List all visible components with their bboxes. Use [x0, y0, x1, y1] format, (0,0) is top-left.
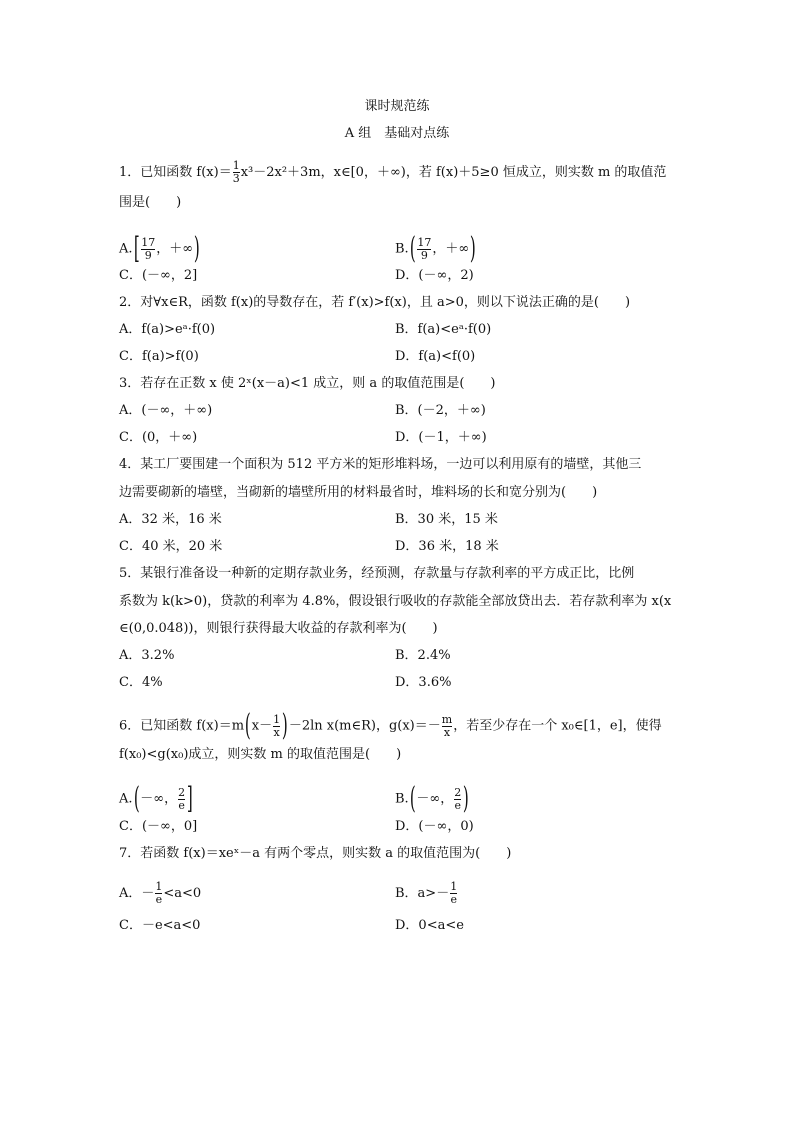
q7-b-den: e [450, 893, 457, 906]
right-paren-icon: ) [463, 781, 470, 816]
question-7-stem: 7．若函数 f(x)＝xeˣ－a 有两个零点，则实数 a 的取值范围为( ) [119, 846, 512, 861]
q4-option-c[interactable]: C．40 米，20 米 [119, 539, 223, 554]
q6-option-b[interactable] [395, 781, 470, 816]
q7-option-c[interactable]: C．－e<a<0 [119, 918, 201, 933]
q2-option-c[interactable]: C．f(a)>f(0) [119, 349, 199, 364]
q6-b-label: B. [395, 791, 409, 807]
q6-b-fraction [454, 787, 461, 812]
q4-option-b[interactable]: B．30 米，15 米 [395, 512, 498, 527]
q1-stem-post: x³－2x²＋3m，x∈[0，＋∞)，若 f(x)＋5≥0 恒成立，则实数 m 的取值范 [240, 165, 667, 180]
question-6-stem-cont: f(x₀)<g(x₀)成立，则实数 m 的取值范围是( ) [119, 747, 402, 762]
q2-option-d[interactable]: D．f(a)<f(0) [395, 349, 476, 364]
q3-option-c[interactable]: C．(0，＋∞) [119, 430, 198, 445]
q6-stem-pre: 6．已知函数 f(x)＝m [119, 718, 245, 734]
q6-a-den: e [178, 798, 185, 812]
q6-b-den: e [454, 798, 461, 812]
q5-option-c[interactable]: C．4% [119, 675, 163, 690]
left-paren-icon: ( [409, 231, 416, 266]
q1-a-label: A. [119, 241, 133, 257]
question-5-stem-cont1: 系数为 k(k>0)，贷款的利率为 4.8%，假设银行吸收的存款能全部放贷出去．若存款利率为 x(x [119, 594, 672, 609]
q7-a-pre: A．－ [119, 886, 155, 901]
q1-b-fraction [417, 237, 431, 262]
q6-stem-mid1: x－ [251, 718, 273, 734]
q6-frac2-num: m [441, 712, 453, 726]
q1-a-rest: ，＋∞ [156, 241, 194, 257]
right-paren-icon: ) [470, 231, 477, 266]
left-paren-icon: ( [244, 708, 251, 743]
right-paren-icon: ) [194, 231, 200, 266]
q1-fraction [233, 160, 240, 185]
q6-a-label: A. [119, 791, 133, 807]
q6-a-fraction [178, 787, 185, 812]
q6-option-c[interactable]: C．(－∞，0] [119, 819, 198, 834]
q3-option-d[interactable]: D．(－1，＋∞) [395, 430, 487, 445]
question-3-stem: 3．若存在正数 x 使 2ˣ(x－a)<1 成立，则 a 的取值范围是( ) [119, 376, 496, 391]
q1-option-a[interactable] [119, 231, 201, 266]
q1-b-rest: ，＋∞ [432, 241, 470, 257]
q2-option-b[interactable]: B．f(a)<eᵃ·f(0) [395, 322, 492, 337]
q1-stem-pre: 1．已知函数 f(x)＝ [119, 165, 232, 180]
question-4-stem: 4．某工厂要围建一个面积为 512 平方米的矩形堆料场，一边可以利用原有的墙壁，其他三 [119, 457, 642, 472]
q1-b-label: B. [395, 241, 409, 257]
q1-a-den: 9 [141, 249, 155, 262]
question-5-stem-cont2: ∈(0,0.048))，则银行获得最大收益的存款利率为( ) [119, 621, 438, 636]
q1-frac-num: 1 [232, 159, 240, 172]
q6-fraction-1 [273, 714, 280, 739]
q1-option-c[interactable]: C．(－∞，2] [119, 268, 198, 283]
q6-stem-post: ，若至少存在一个 x₀∈[1，e]，使得 [453, 718, 662, 734]
q4-option-a[interactable]: A．32 米，16 米 [119, 512, 222, 527]
q1-a-num: 17 [141, 235, 156, 249]
q6-a-rest: －∞， [140, 791, 178, 807]
question-6-stem [119, 708, 662, 743]
q6-option-a[interactable] [119, 781, 194, 816]
q1-a-fraction [141, 237, 155, 262]
q7-a-fraction [155, 881, 162, 906]
q6-option-d[interactable]: D．(－∞，0) [395, 819, 474, 834]
right-square-bracket-icon: ] [187, 781, 193, 816]
q1-b-num: 17 [417, 235, 432, 249]
q1-b-den: 9 [417, 249, 431, 262]
section-subtitle: A 组 基础对点练 [344, 126, 450, 141]
question-1-stem [119, 160, 666, 185]
q1-option-d[interactable]: D．(－∞，2) [395, 268, 474, 283]
q3-option-a[interactable]: A．(－∞，＋∞) [119, 403, 213, 418]
q7-option-d[interactable]: D．0<a<e [395, 918, 464, 933]
q7-b-num: 1 [450, 880, 458, 893]
q6-b-rest: －∞， [416, 791, 454, 807]
q1-option-b[interactable] [395, 231, 477, 266]
q6-frac1-num: 1 [273, 712, 281, 726]
question-1-stem-cont: 围是( ) [119, 195, 182, 210]
q1-frac-den: 3 [232, 172, 240, 185]
q7-a-post: <a<0 [163, 886, 202, 901]
q7-b-pre: B．a>－ [395, 886, 450, 901]
q6-fraction-2 [442, 714, 452, 739]
right-paren-icon: ) [282, 708, 288, 743]
q3-option-b[interactable]: B．(－2，＋∞) [395, 403, 486, 418]
q7-option-a[interactable] [119, 881, 201, 906]
question-2-stem: 2．对∀x∈R，函数 f(x)的导数存在，若 f′(x)>f(x)，且 a>0，则以下说法正确的是( ) [119, 295, 631, 310]
q6-stem-mid2: －2ln x(m∈R)，g(x)＝－ [288, 718, 441, 734]
q5-option-b[interactable]: B．2.4% [395, 648, 451, 663]
question-4-stem-cont: 边需要砌新的墙壁，当砌新的墙壁所用的材料最省时，堆料场的长和宽分别为( ) [119, 485, 598, 500]
q7-b-fraction [450, 881, 457, 906]
q5-option-d[interactable]: D．3.6% [395, 675, 452, 690]
q5-option-a[interactable]: A．3.2% [119, 648, 175, 663]
left-paren-icon: ( [409, 781, 416, 816]
q6-a-num: 2 [178, 785, 186, 799]
left-paren-icon: ( [133, 781, 140, 816]
page-title: 课时规范练 [364, 99, 430, 114]
q6-b-num: 2 [454, 785, 462, 799]
q7-a-num: 1 [155, 880, 163, 893]
q6-frac1-den: x [273, 725, 280, 739]
q2-option-a[interactable]: A．f(a)>eᵃ·f(0) [119, 322, 216, 337]
q7-a-den: e [155, 893, 163, 906]
q7-option-b[interactable] [395, 881, 458, 906]
left-square-bracket-icon: [ [133, 231, 140, 266]
q6-frac2-den: x [442, 726, 452, 739]
question-5-stem: 5．某银行准备设一种新的定期存款业务，经预测，存款量与存款利率的平方成正比，比例 [119, 566, 635, 581]
q4-option-d[interactable]: D．36 米，18 米 [395, 539, 499, 554]
